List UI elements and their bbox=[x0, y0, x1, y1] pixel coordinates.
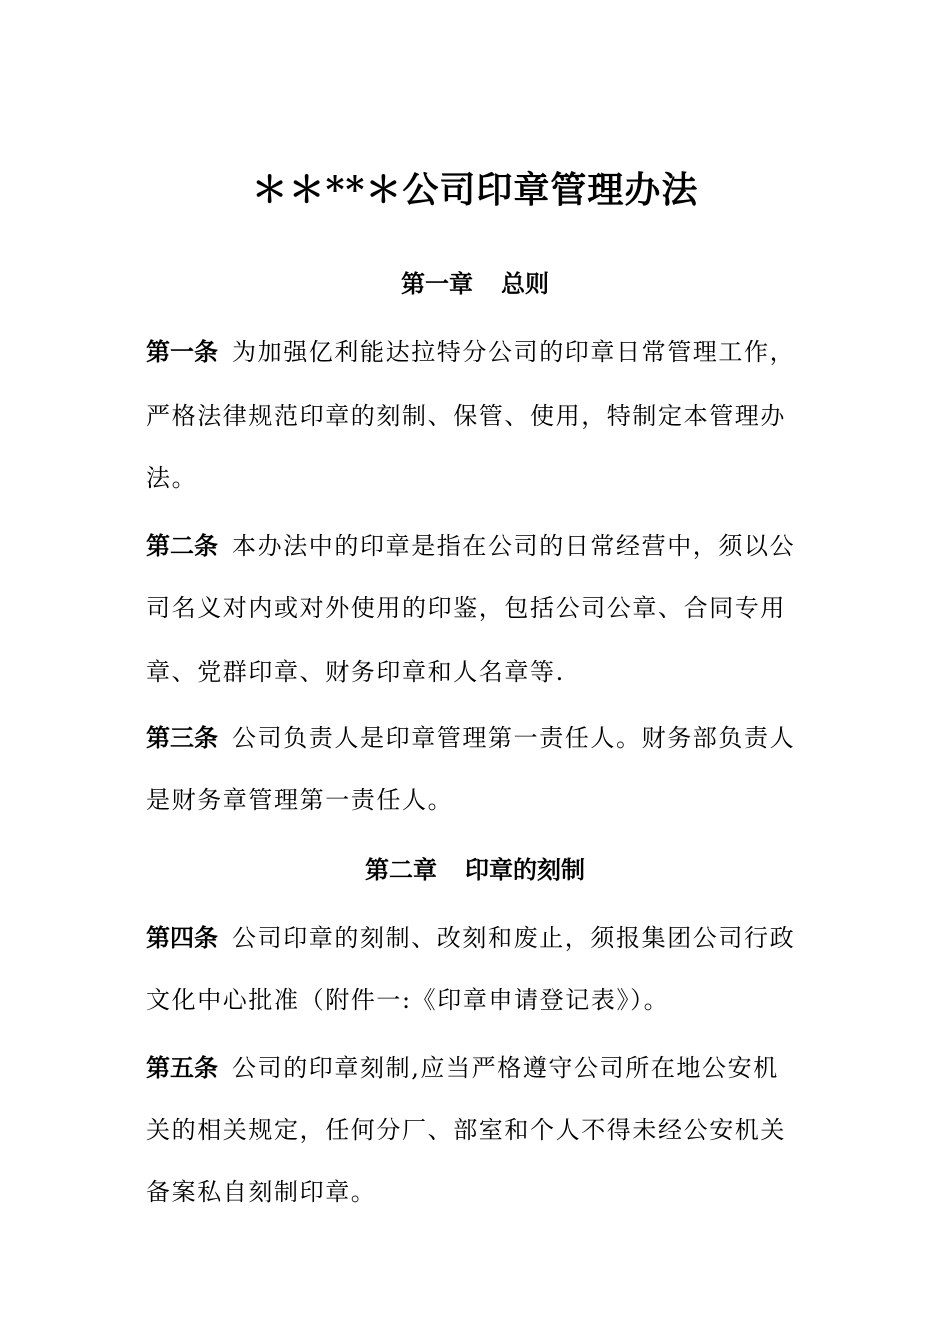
article-5-line-1 bbox=[146, 1048, 826, 1088]
article-text: 法。 bbox=[146, 464, 198, 492]
chapter-number: 第二章 bbox=[365, 855, 437, 884]
article-2-line-1 bbox=[146, 526, 826, 566]
article-4-line-1 bbox=[146, 918, 826, 958]
article-label: 第三条 bbox=[146, 723, 218, 752]
article-text: 为加强亿利能达拉特分公司的印章日常管理工作， bbox=[232, 338, 796, 366]
article-label: 第四条 bbox=[146, 923, 218, 952]
article-1-line-1 bbox=[146, 332, 826, 372]
article-3-line-1 bbox=[146, 718, 826, 758]
article-text: 章、党群印章、财务印章和人名章等. bbox=[146, 658, 565, 686]
article-text: 严格法律规范印章的刻制、保管、使用，特制定本管理办 bbox=[146, 402, 786, 430]
article-text: 文化中心批准（附件一:《印章申请登记表》）。 bbox=[146, 986, 670, 1014]
article-text: 司名义对内或对外使用的印鉴，包括公司公章、合同专用 bbox=[146, 594, 786, 622]
article-2-line-2 bbox=[146, 588, 826, 628]
article-5-line-3 bbox=[146, 1172, 826, 1212]
article-text: 公司印章的刻制、改刻和废止，须报集团公司行政 bbox=[232, 924, 796, 952]
article-text: 本办法中的印章是指在公司的日常经营中，须以公 bbox=[232, 532, 796, 560]
chapter-heading-1 bbox=[0, 264, 950, 304]
article-3-line-2 bbox=[146, 780, 826, 820]
article-4-line-2 bbox=[146, 980, 826, 1020]
chapter-heading-2 bbox=[0, 850, 950, 890]
article-label: 第五条 bbox=[146, 1053, 218, 1082]
article-text: 关的相关规定，任何分厂、部室和个人不得未经公安机关 bbox=[146, 1116, 786, 1144]
article-1-line-2 bbox=[146, 396, 826, 436]
article-text: 是财务章管理第一责任人。 bbox=[146, 786, 454, 814]
article-5-line-2 bbox=[146, 1110, 826, 1150]
article-text: 公司的印章刻制,应当严格遵守公司所在地公安机 bbox=[232, 1054, 779, 1082]
article-text: 备案私自刻制印章。 bbox=[146, 1178, 377, 1206]
article-label: 第一条 bbox=[146, 337, 218, 366]
document-title: ＊＊**＊公司印章管理办法 bbox=[251, 169, 699, 211]
article-2-line-3 bbox=[146, 652, 826, 692]
article-text: 公司负责人是印章管理第一责任人。财务部负责人 bbox=[232, 724, 796, 752]
chapter-number: 第一章 bbox=[401, 269, 473, 298]
article-label: 第二条 bbox=[146, 531, 218, 560]
article-1-line-3 bbox=[146, 458, 826, 498]
chapter-name: 印章的刻制 bbox=[465, 855, 585, 884]
chapter-name: 总则 bbox=[501, 269, 549, 298]
